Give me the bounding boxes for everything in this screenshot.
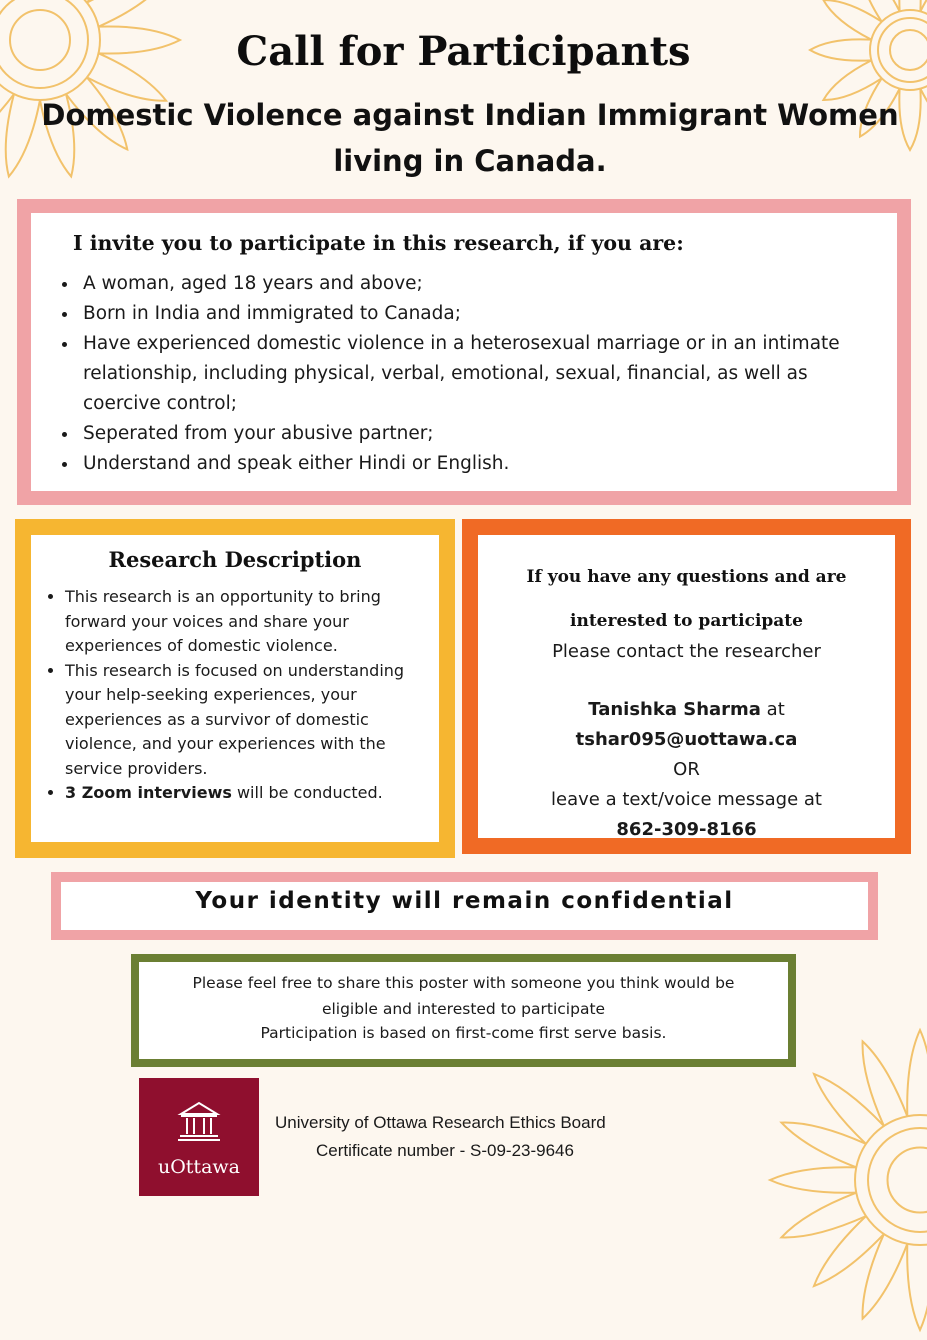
contact-or-text: OR	[478, 759, 895, 780]
description-item-focus: • This research is focused on understanding your help-seeking experiences, your experiences as a survivor of domestic violence, and your experiences with the service providers.	[65, 659, 435, 782]
researcher-email-link[interactable]: tshar095@uottawa.ca	[478, 729, 895, 750]
interviews-count-text: 3 Zoom interviews	[65, 783, 232, 802]
poster-subtitle	[40, 92, 900, 184]
researcher-name: Tanishka Sharma	[588, 699, 761, 720]
contact-prompt: Please contact the researcher	[478, 641, 895, 662]
researcher-phone-link[interactable]: 862-309-8166	[478, 819, 895, 840]
research-description-box	[15, 519, 455, 858]
eligibility-list	[57, 269, 879, 479]
eligibility-box	[17, 199, 911, 505]
ethics-certificate-number: Certificate number - S-09-23-9646	[316, 1141, 736, 1161]
subtitle-line-2: living in Canada.	[40, 138, 900, 184]
eligibility-heading: I invite you to participate in this research, if you are:	[73, 231, 684, 255]
uottawa-logo	[139, 1078, 259, 1196]
contact-box	[462, 519, 911, 854]
research-description-heading: Research Description	[31, 547, 439, 572]
ethics-board-name: University of Ottawa Research Ethics Board	[275, 1113, 695, 1133]
confidential-banner	[51, 872, 878, 940]
eligibility-item-experience: • Have experienced domestic violence in a heterosexual marriage or in an intimate relationship, including physical, verbal, emotional, sexual, financial, as well as coercive control;	[79, 329, 879, 419]
researcher-at-text: at	[761, 699, 785, 720]
eligibility-item-age: • A woman, aged 18 years and above;	[79, 269, 879, 299]
contact-message-text: leave a text/voice message at	[478, 789, 895, 810]
research-description-list	[43, 585, 435, 806]
description-item-opportunity: • This research is an opportunity to bring forward your voices and share your experiences of domestic violence.	[65, 585, 435, 659]
share-box	[131, 954, 796, 1067]
share-line-1: Please feel free to share this poster with someone you think would be	[139, 974, 788, 992]
contact-question-line-1: If you have any questions and are	[478, 567, 895, 587]
contact-question-line-2: interested to participate	[478, 611, 895, 631]
subtitle-line-1: Domestic Violence against Indian Immigrant Women	[40, 92, 900, 138]
share-line-2: eligible and interested to participate	[139, 1000, 788, 1018]
poster-title: Call for Participants	[0, 28, 927, 75]
eligibility-item-language: • Understand and speak either Hindi or English.	[79, 449, 879, 479]
share-line-3: Participation is based on first-come first serve basis.	[139, 1024, 788, 1042]
university-building-icon	[176, 1098, 222, 1144]
logo-text: uOttawa	[139, 1156, 259, 1178]
eligibility-item-born: • Born in India and immigrated to Canada;	[79, 299, 879, 329]
description-item-interviews	[65, 781, 435, 806]
eligibility-item-separated: • Seperated from your abusive partner;	[79, 419, 879, 449]
mandala-bottom-right-decoration	[760, 1020, 927, 1340]
contact-researcher-line	[478, 699, 895, 720]
interviews-rest-text: will be conducted.	[232, 783, 383, 802]
confidential-text: Your identity will remain confidential	[61, 888, 868, 914]
